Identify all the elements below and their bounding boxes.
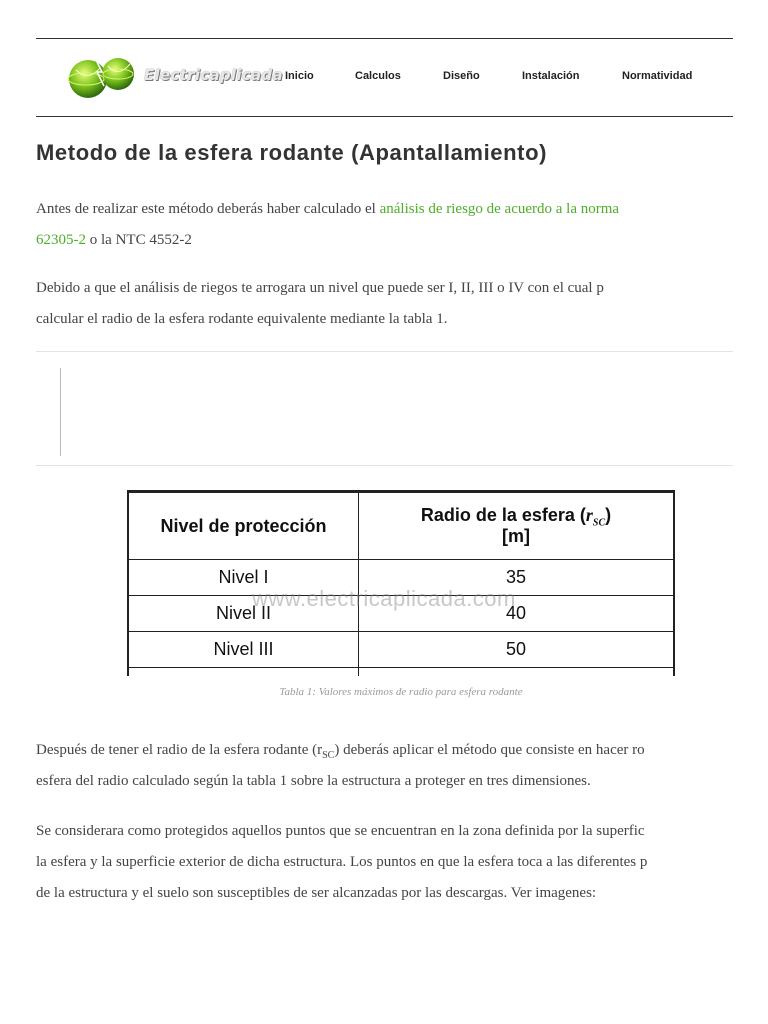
intro-line-1 — [36, 194, 733, 225]
protected-line-2: la esfera y la superficie exterior de dicha estructura. Los puntos en que la esfera toca a las diferentes p — [36, 854, 648, 870]
protected-line-1: Se considerara como protegidos aquellos puntos que se encuentran en la zona definida por la superfic — [36, 823, 645, 839]
nav-item-calculos[interactable]: Calculos — [355, 70, 401, 82]
cell-radius — [359, 668, 675, 677]
cell-radius: 40 — [359, 596, 675, 632]
method-sub: SC — [322, 750, 335, 761]
risk-analysis-link[interactable]: análisis de riesgo de acuerdo a la norma — [379, 201, 620, 217]
table-caption: Tabla 1: Valores máximos de radio para esfera rodante — [279, 686, 523, 698]
header-radius-symbol: r — [585, 505, 593, 525]
cell-level — [128, 668, 359, 677]
nav-item-instalacion[interactable]: Instalación — [522, 70, 580, 82]
method-line-1 — [36, 735, 733, 766]
header-radius-unit: [m] — [502, 526, 530, 546]
header-top-rule — [36, 38, 733, 39]
table-watermark: www.electricaplicada.com — [252, 586, 516, 611]
table-row — [128, 596, 674, 632]
header-radius-sub: SC — [592, 517, 606, 529]
radius-table-figure — [124, 490, 678, 676]
levels-line-1: Debido a que el análisis de riegos te arrogara un nivel que puede ser I, II, III o IV con el cual p — [36, 280, 604, 296]
standard-62305-link[interactable]: 62305-2 — [36, 232, 86, 248]
header-bottom-rule — [36, 116, 733, 117]
nav-item-inicio[interactable]: Inicio — [285, 70, 314, 82]
intro-text-end: o la NTC 4552-2 — [86, 232, 192, 248]
protected-line-3: de la estructura y el suelo son susceptibles de ser alcanzadas por las descargas. Ver imagenes: — [36, 885, 597, 901]
protected-points-paragraph — [36, 816, 733, 909]
header-sphere-radius — [359, 492, 675, 560]
cell-radius: 35 — [359, 560, 675, 596]
table-row — [128, 560, 674, 596]
nav-item-diseno[interactable]: Diseño — [443, 70, 480, 82]
logo-wordmark: Electricaplicada — [144, 66, 283, 84]
embed-top-divider — [36, 351, 733, 352]
blockquote-bar — [60, 368, 61, 456]
header-protection-level: Nivel de protección — [128, 492, 359, 560]
header-radius-prefix: Radio de la esfera ( — [420, 505, 586, 525]
method-text-a: Después de tener el radio de la esfera rodante (r — [36, 742, 323, 758]
intro-paragraph — [36, 194, 733, 256]
nav-item-normatividad[interactable]: Normatividad — [622, 70, 693, 82]
method-paragraph — [36, 735, 733, 797]
cell-level: Nivel III — [128, 632, 359, 668]
table-row — [128, 632, 674, 668]
method-text-b: ) deberás aplicar el método que consiste en hacer ro — [334, 742, 645, 758]
page-title: Metodo de la esfera rodante (Apantallamiento) — [36, 140, 548, 165]
levels-paragraph — [36, 273, 733, 335]
site-logo[interactable] — [66, 52, 283, 102]
method-line-2: esfera del radio calculado según la tabla 1 sobre la estructura a proteger en tres dimensiones. — [36, 773, 591, 789]
table-header-row — [128, 492, 674, 560]
cell-radius: 50 — [359, 632, 675, 668]
levels-line-2: calcular el radio de la esfera rodante equivalente mediante la tabla 1. — [36, 311, 448, 327]
table-row-partial — [128, 668, 674, 677]
logo-globe-icon — [66, 52, 146, 102]
intro-text: Antes de realizar este método deberás haber calculado el — [36, 201, 380, 217]
embed-bottom-divider — [36, 465, 733, 466]
cell-level: Nivel II — [128, 596, 359, 632]
radius-table — [127, 490, 675, 676]
cell-level: Nivel I — [128, 560, 359, 596]
header-radius-suffix: ) — [605, 505, 612, 525]
intro-line-2 — [36, 225, 733, 256]
